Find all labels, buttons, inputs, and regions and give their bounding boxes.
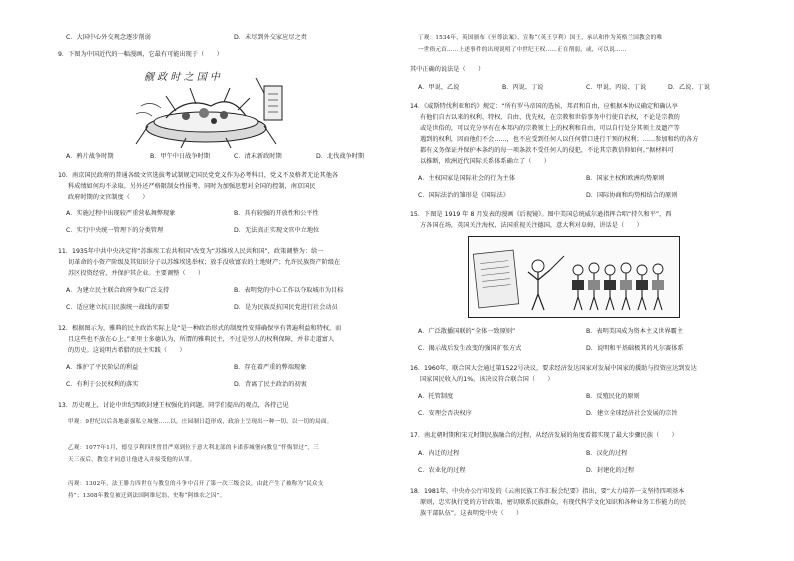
q18-stem-1: 18．1981年，中央办公厅印发的《云南民族工作汇报会纪要》指出，要“大力培养一支坚持四项基本 — [410, 488, 685, 495]
q13-material-ding-2: 一世俗元首……上述事件的出现说明了中世纪王权……正在削弱，或，可以说…… — [418, 47, 627, 53]
q18-stem-3: 族干部队伍”。这表明党中央（ ） — [420, 510, 523, 517]
q16-option-a[interactable]: A．托管制度 — [418, 393, 454, 400]
q8-option-c[interactable]: C．大国中心外交观念逐步削弱 — [66, 34, 151, 41]
q10-stem-2: 科成绩如何均不录取。另外还严格限制女性报考。同时为加强思想对全国的控制，南京国民 — [68, 183, 316, 190]
q12-stem-1: 12．根据图示为，雅典的民主政治实际上是“是一种政治形式的制度性安排确保享有普遍利益和特权，而 — [58, 325, 342, 332]
q17-option-c[interactable]: C．农业化的过程 — [418, 467, 466, 474]
q14-option-b[interactable]: B．国家主权和欧洲均势原则 — [586, 175, 665, 182]
q13-material-jia: 甲观：9世纪以后各地豪强私立城堡……以，庄园制日趋形成，政治上呈现出一种一切、以一切的局面。 — [68, 419, 333, 425]
q9-cartoon-image — [126, 66, 304, 148]
q14-stem-5: 都有义务保证并保护本条约的每一项条款不受任何人的侵犯，不论其宗教信仰如何。”据材料可 — [420, 147, 674, 154]
q17-option-d[interactable]: D．封建化的过程 — [586, 467, 635, 474]
q12-stem-2: 且这些也不放在心上。”亚里士多德认为，所谓的雅典民主，不过是穷人的权利保障，并非走道富人 — [68, 336, 335, 343]
q15-cartoon-image — [468, 236, 680, 318]
q14-stem-6: 以推断，欧洲近代国际关系体系确立了（ ） — [420, 158, 550, 165]
q9-option-d[interactable]: D．北伐战争时期 — [316, 153, 365, 160]
q14-stem-4: 遇到的权利，因而他们不会……，也不应受到任何人以任何借口进行干预的权利；……参加和约的各方 — [420, 136, 699, 143]
q15-option-d[interactable]: D．说明和平基础极其的凡尔赛体系 — [586, 345, 684, 352]
q15-option-b[interactable]: B．表明美国成为资本主义世界霸主 — [586, 328, 684, 335]
q13-question: 其中正确的说法是（ ） — [410, 66, 485, 73]
q14-stem-3: 或是世俗的，可以充分享有在本邦内的宗教领土上的权利和自由，可以自行处分其领土及遗产等 — [420, 125, 680, 132]
q14-stem-2: 有他们自古以来的权利、特权、自由、优先权，在宗教和世俗事务中行使自治权，不论是宗教的 — [420, 114, 680, 121]
q16-option-c[interactable]: C．安理会否决权序 — [418, 410, 472, 417]
q13-material-yi-1: 乙观：1077年1月，德皇亨利四世曾冒严寒到位于意大利北部的卡诺莎城堡向教皇“忏悔罪过”，三 — [68, 445, 319, 451]
q9-option-c[interactable]: C．清末新政时期 — [234, 153, 282, 160]
q17-option-b[interactable]: B．汉化的过程 — [586, 450, 628, 457]
q15-option-c[interactable]: C．揭示战后发生改变的强国扩张方式 — [418, 345, 522, 352]
q11-option-c[interactable]: C．适应建立抗日民族统一战线的需要 — [66, 304, 170, 311]
q14-option-a[interactable]: A．主权国家是国际社会的行为主体 — [418, 175, 516, 182]
q11-option-a[interactable]: A．为建立民主联合政府争取广泛支持 — [66, 287, 170, 294]
q12-option-b[interactable]: B．存在着严重的弊端现象 — [234, 364, 307, 371]
q10-option-c[interactable]: C．实行中央统一管理下的分类管理 — [66, 227, 164, 234]
q17-option-a[interactable]: A．内迁的过程 — [418, 450, 460, 457]
q17-stem: 17．南北朝时期和宋元时期民族融合的过程，从经济发展的角度看都实现了最大步骤民族（ ） — [410, 432, 678, 439]
q15-stem-2: 方各国在场，英国关注海权，法国重视关注德国，意大利对阜姆，讲话是（ ） — [420, 222, 643, 229]
q13-option-c[interactable]: C．甲说、丙说、丁说 — [586, 84, 647, 91]
q13-option-b[interactable]: B．丙说、丁说 — [502, 84, 544, 91]
q12-stem-3: 的历史。这说明古希腊的民主实践（ ） — [68, 347, 186, 354]
q15-stem-1: 15．下图是 1919 年 8 月发表的漫画《后视镜》。图中美国总统威尔逊指挥合唱“持久和平”，西 — [410, 211, 672, 218]
q13-material-bing-2: 持”；1308年教皇被迁到法国阿维尼翁，史称“阿维农之囚”。 — [68, 493, 226, 499]
q13-option-a[interactable]: A．甲说、乙说 — [418, 84, 460, 91]
q10-option-d[interactable]: D．无法真正实现文官中立地位 — [234, 227, 320, 234]
q12-option-c[interactable]: C．有利于公民权利的落实 — [66, 381, 139, 388]
cartoon-caption: 觎 政 时 之 国 中 — [144, 72, 220, 83]
q11-option-d[interactable]: D．是为民族反抗国民党进行社会动员 — [234, 304, 338, 311]
q13-material-ding-1: 丁观：1534年，英国颁布《至尊法案》，宣称“（英王亨利）国王，承认和作为英格兰国教会的唯 — [418, 35, 663, 41]
q16-stem-2: 国家国民收入的1%。该决议符合联合国（ ） — [420, 376, 554, 383]
q14-option-d[interactable]: D．国际协商和均势相结合的原则 — [586, 192, 678, 199]
q11-stem-1: 11．1935年中共中央决定将“苏维埃工农共和国”改变为“苏维埃人民共和国”，政策调整为：给一 — [58, 248, 324, 255]
q15-option-a[interactable]: A．广泛散播国联的“全体一致原则” — [418, 328, 516, 335]
q14-stem-1: 14．《威斯特伐利亚和约》规定：“所有罗马帝国的选侯、邦君和自由，应根据本协议确定和确认享 — [410, 103, 678, 110]
q14-option-c[interactable]: C．国际法治的雏形是《国际法》 — [418, 192, 509, 199]
q13-stem: 13．历史观上，讨论中世纪西欧封建王权强化的问题，同学们提出的观点，各持己见 — [58, 402, 289, 409]
q9-option-b[interactable]: B．甲午中日战争时期 — [150, 153, 210, 160]
q11-stem-2: 切革命的小资产阶级及其知识分子以苏维埃选举权；放手没收富农的土地财产；允许民族资产阶级在 — [68, 259, 341, 266]
q10-stem-1: 10．南京国民政府的普通各级文官选拔考试制规定国民党党义作为必考科目，党义不及格者无论其他各 — [58, 172, 339, 179]
q16-option-b[interactable]: B．反殖民化的原则 — [586, 393, 640, 400]
q9-option-a[interactable]: A．鸦片战争时期 — [66, 153, 114, 160]
q10-stem-3: 政府时期的文官制度（ ） — [68, 194, 149, 201]
q12-option-a[interactable]: A．维护了平民阶层的利益 — [66, 364, 139, 371]
q13-option-d[interactable]: D．乙说、丁说 — [668, 84, 710, 91]
q16-option-d[interactable]: D．建立全球经济社会发展的宗旨 — [586, 410, 678, 417]
q12-option-d[interactable]: D．背离了民主政治的初衷 — [234, 381, 307, 388]
q13-material-yi-2: 天三夜后，教皇才同意让他进入并接受他的认罪。 — [68, 457, 196, 463]
q9-stem: 9．下图为中国近代的一幅漫画，它最有可能出现于（ ） — [58, 51, 223, 58]
q18-stem-2: 原则，忠实执行党的方针政策，密切联系民族群众，有现代科学文化知识和各种业务工作能力的民 — [420, 499, 687, 506]
q10-option-b[interactable]: B．具有较强的开放性和公平性 — [234, 210, 319, 217]
q16-stem-1: 16．1960年，联合国大会通过第1522号决议，要求经济发达国家对发展中国家的援助与投资应达到发达 — [410, 365, 697, 372]
q10-option-a[interactable]: A．实施过程中出现较严重营私舞弊现象 — [66, 210, 176, 217]
q13-material-bing-1: 丙观：1302年，法王腓力四世在与教皇的斗争中召开了第一次三级会议，由此产生了被称为“民众支 — [68, 481, 324, 487]
q8-option-d[interactable]: D．未尽到外交家应尽之责 — [234, 34, 307, 41]
q11-option-b[interactable]: B．表明党的中心工作以夺取城市为目标 — [234, 287, 344, 294]
q11-stem-3: 苏区投资经营，并保护其企业。主要调整（ ） — [68, 270, 205, 277]
